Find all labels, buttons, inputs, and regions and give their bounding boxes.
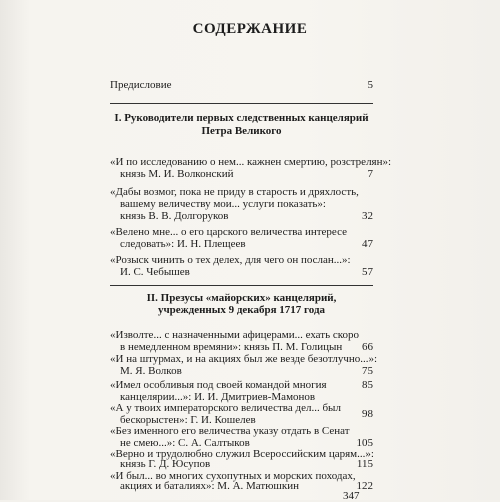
toc-entry-page: 115	[356, 458, 373, 470]
toc-entry-page: 105	[356, 437, 373, 449]
toc-entry-line: «Изволте... с назначенными афицерами... ехать скоро	[110, 329, 360, 341]
toc-entry-line: «И по исследованию о нем... кажнен смертию, розстрелян»:	[110, 156, 392, 168]
toc-entry-line: «Велено мне... о его царского величества интересе	[110, 226, 347, 238]
toc-entry-page: 66	[362, 341, 373, 353]
toc-entry-line: И. С. Чебышев	[120, 266, 190, 278]
page-title: СОДЕРЖАНИЕ	[192, 21, 308, 37]
divider-section2	[110, 285, 373, 286]
toc-entry-line: бескорыстен»: Г. И. Кошелев	[120, 414, 256, 426]
toc-entry-line: «А у твоих императорского величества дел... был	[110, 402, 341, 414]
toc-entry-line: М. Я. Волков	[120, 365, 182, 377]
toc-entry-line: вашему величеству мои... услуги показать»:	[120, 198, 326, 210]
toc-entry-line: «Имел особливыя под своей командой многия	[110, 379, 327, 391]
toc-entry-line: канцелярии...»: И. И. Дмитриев-Мамонов	[120, 391, 316, 403]
toc-entry-page: 47	[362, 238, 373, 250]
preface-label: Предисловие	[110, 79, 172, 91]
toc-entry-line: «Розыск чинить о тех делех, для чего он послан...»:	[110, 254, 351, 266]
toc-entry-line: «И на штурмах, и на акциях был же везде безотлучно...»:	[110, 353, 378, 365]
section1-heading-line1: I. Руководители первых следственных канцелярий	[114, 112, 369, 124]
toc-entry-line: князь В. В. Долгоруков	[120, 210, 229, 222]
toc-entry-page: 98	[362, 408, 373, 420]
divider-section1	[110, 103, 373, 104]
toc-entry-line: «Дабы возмог, пока не приду в старость и дряхлость,	[110, 186, 359, 198]
toc-entry-line: «Без именного его величества указу отдать в Сенат	[110, 425, 350, 437]
toc-entry-line: следовать»: И. Н. Плещеев	[120, 238, 246, 250]
preface-page: 5	[367, 79, 373, 91]
toc-entry-page: 122	[356, 480, 373, 492]
toc-entry-line: князь М. И. Волконский	[120, 168, 234, 180]
toc-entry-page: 85	[362, 379, 373, 391]
toc-entry-line: в немедленном времяни»: князь П. М. Голицын	[120, 341, 343, 353]
toc-entry-page: 7	[367, 168, 373, 180]
toc-entry-page: 32	[362, 210, 373, 222]
toc-entry-page: 75	[362, 365, 373, 377]
toc-entry-line: «И был... во многих сухопутных и морских походах,	[110, 470, 356, 482]
section1-heading-line2: Петра Великого	[201, 125, 282, 137]
toc-entry-page: 57	[362, 266, 373, 278]
page-number: 347	[343, 490, 360, 502]
toc-entry-line: «Верно и трудолюбно служил Всероссийским царям...»:	[110, 448, 374, 460]
toc-entry-line: акциях и баталиях»: М. А. Матюшкин	[120, 480, 300, 492]
toc-entry-line: не смею...»: С. А. Салтыков	[120, 437, 250, 449]
toc-entry-line: князь Г. Д. Юсупов	[120, 458, 211, 470]
section2-heading-line1: II. Презусы «майорских» канцелярий,	[146, 292, 337, 304]
section2-heading-line2: учрежденных 9 декабря 1717 года	[157, 304, 326, 316]
